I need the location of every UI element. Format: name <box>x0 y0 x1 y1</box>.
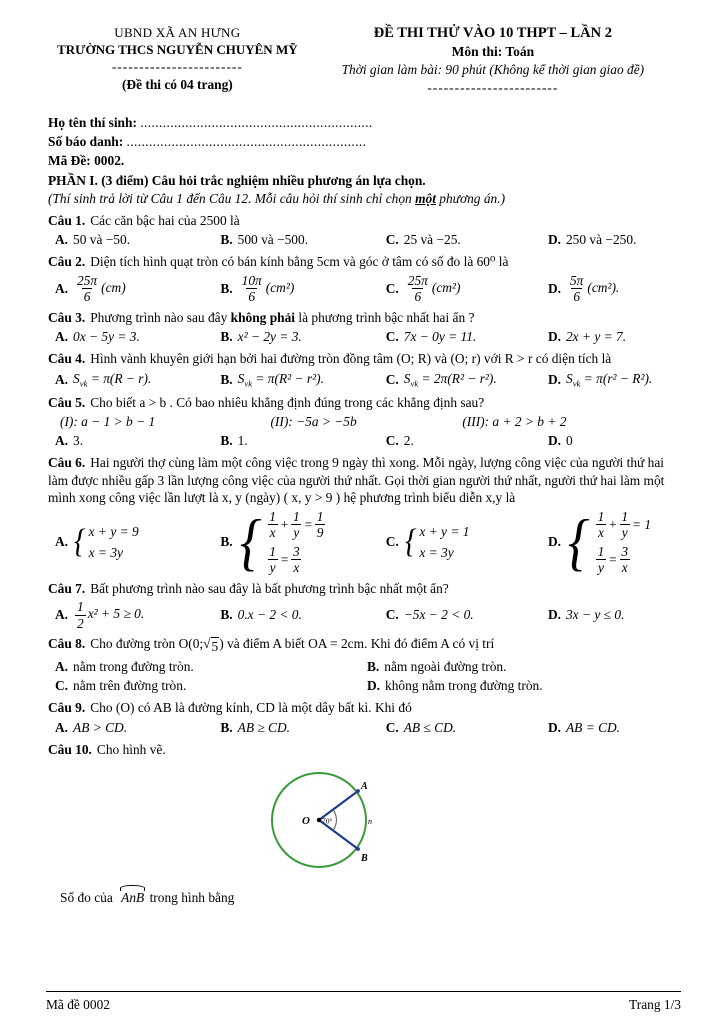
question-text <box>48 309 679 327</box>
issuer-name: UBND XÃ AN HƯNG <box>114 25 241 40</box>
options-row-1 <box>55 658 679 676</box>
option-label: D. <box>547 607 561 623</box>
question-text <box>48 454 679 507</box>
option-label: B. <box>220 329 233 345</box>
question-number: Câu 8. <box>48 636 86 652</box>
option-label: A. <box>55 719 69 735</box>
option-label: B. <box>367 658 380 674</box>
option-formula: $\frac{5\pi}{6}$ (cm²). <box>569 272 620 305</box>
question-number: Câu 3. <box>48 309 86 325</box>
option-label: B. <box>220 280 233 296</box>
option-label: B. <box>220 607 233 623</box>
part1-note-pre: (Thí sinh trả lời từ Câu 1 đến Câu 12. Mỗi câu hỏi thí sinh chỉ chọn <box>48 191 416 207</box>
option-label: B. <box>220 371 233 387</box>
option-d <box>367 677 679 695</box>
option-text: AB > CD. <box>73 719 128 735</box>
exam-header <box>48 24 679 96</box>
question-body-bold: không phải <box>230 309 296 325</box>
option-b <box>220 606 385 624</box>
option-a <box>55 523 220 561</box>
option-label: C. <box>385 329 399 345</box>
angle-value-label: 70° <box>322 816 333 826</box>
option-text: 2. <box>403 433 414 449</box>
option-text: 25 và −25. <box>403 232 461 248</box>
statement-3: (III): a + 2 > b + 2 <box>462 413 567 429</box>
option-a <box>55 273 220 305</box>
option-d <box>548 273 679 305</box>
option-formula: { x + y = 9 x = 3y <box>74 523 139 561</box>
divider-dashes: ------------------------ <box>427 79 559 95</box>
circle-diagram <box>253 762 405 880</box>
question-body: Cho biết a > b . Có bao nhiêu khẳng định đúng trong các khẳng định sau? <box>90 394 485 410</box>
footer-page-number: Trang 1/3 <box>629 997 681 1013</box>
option-formula: 0.x − 2 < 0. <box>237 607 302 623</box>
question-number: Câu 4. <box>48 351 86 366</box>
exam-title: ĐỀ THI THỬ VÀO 10 THPT – LẦN 2 <box>373 25 612 41</box>
option-label: D. <box>547 329 561 345</box>
options-row <box>55 506 679 578</box>
option-label: C. <box>55 678 69 694</box>
page-footer <box>46 991 681 1014</box>
option-d <box>548 719 679 737</box>
option-formula: { $\frac{1}{x}$ + $\frac{1}{y}$ = 1 $\frac{1}{y}$ = $\frac{3}{x}$ <box>567 506 652 578</box>
option-formula: $S_{vk} = 2\pi(R^2 - r^2)$. <box>403 370 497 389</box>
question-8 <box>48 635 679 695</box>
question-text <box>48 394 679 412</box>
question-5 <box>48 394 679 450</box>
question-text <box>48 253 679 271</box>
option-d <box>548 370 679 390</box>
options-row <box>55 432 679 450</box>
question-body: Cho hình vẽ. <box>96 741 166 757</box>
option-b <box>220 273 385 305</box>
option-d <box>548 432 679 450</box>
point-b-label: B <box>361 853 368 865</box>
option-a <box>55 432 220 450</box>
question-3 <box>48 309 679 346</box>
option-formula: $\frac{25\pi}{6}$ (cm) <box>77 272 126 305</box>
option-text: nằm ngoài đường tròn. <box>384 658 507 674</box>
option-b <box>220 432 385 450</box>
part1-heading: PHẦN I. (3 điểm) Câu hỏi trắc nghiệm nhiều phương án lựa chọn. <box>48 173 426 189</box>
student-id-blank: ................................................................ <box>126 134 367 149</box>
student-id-label: Số báo danh: <box>48 134 124 149</box>
option-b <box>220 370 385 390</box>
part1-note <box>48 190 679 208</box>
question-text <box>48 741 679 759</box>
point-a-label: A <box>361 781 368 793</box>
statement-2: (II): −5a > −5b <box>270 413 357 429</box>
pages-note: (Đề thi có 04 trang) <box>121 77 233 92</box>
option-text: AB ≥ CD. <box>237 719 290 735</box>
option-label: D. <box>547 534 561 550</box>
question-text <box>48 635 679 656</box>
option-label: D. <box>547 371 561 387</box>
question-text <box>48 580 679 598</box>
option-c <box>386 432 548 450</box>
point-a-dot <box>356 789 360 793</box>
option-formula: 3x − y ≤ 0. <box>565 607 625 623</box>
option-b <box>220 506 385 578</box>
options-row <box>55 273 679 305</box>
option-formula: $\frac{1}{2}$ x² + 5 ≥ 0. <box>77 599 145 631</box>
option-formula: { $\frac{1}{x}$ + $\frac{1}{y}$ = $\frac{1}{9}$ $\frac{1}{y}$ = $\frac{3}{x}$ <box>239 506 324 578</box>
option-text: 2x + y = 7. <box>565 329 627 345</box>
option-c <box>386 273 548 305</box>
question-number: Câu 2. <box>48 254 86 270</box>
option-a <box>55 719 220 737</box>
option-a <box>55 231 220 249</box>
question-2 <box>48 253 679 305</box>
option-label: A. <box>55 280 69 296</box>
center-label: O <box>302 815 310 828</box>
option-label: D. <box>547 719 561 735</box>
option-d <box>548 606 679 624</box>
statements-row <box>60 413 679 431</box>
question-text <box>48 212 679 230</box>
figure-caption: Số đo của AnB trong hình bằng <box>60 889 235 905</box>
student-info <box>48 114 679 169</box>
option-label: A. <box>55 371 69 387</box>
option-formula: $S_{vk} = \pi(R^2 - r^2)$. <box>237 370 324 389</box>
question-1 <box>48 212 679 249</box>
option-text: 1. <box>237 433 248 449</box>
option-label: D. <box>547 232 561 248</box>
option-c <box>386 719 548 737</box>
option-label: D. <box>547 433 561 449</box>
option-text: x² − 2y = 3. <box>237 329 302 345</box>
option-label: C. <box>385 719 399 735</box>
options-row <box>55 719 679 737</box>
option-a <box>55 658 367 676</box>
option-label: C. <box>385 607 399 623</box>
exam-subject: Môn thi: Toán <box>451 44 535 60</box>
options-row <box>55 599 679 631</box>
option-formula: $S_{vk} = \pi(r^2 - R^2)$. <box>565 370 653 389</box>
option-label: A. <box>55 433 69 449</box>
question-number: Câu 1. <box>48 212 86 228</box>
question-body: Hình vành khuyên giới hạn bởi hai đường tròn đồng tâm (O; R) và (O; r) với R > r có diện tích là <box>90 351 612 366</box>
option-text: 250 và −250. <box>565 232 637 248</box>
option-text: 50 và −50. <box>73 232 131 248</box>
point-b-dot <box>356 847 360 851</box>
option-label: A. <box>55 329 69 345</box>
option-formula: { x + y = 1 x = 3y <box>404 523 470 561</box>
option-text: AB ≤ CD. <box>403 719 457 735</box>
option-label: C. <box>385 232 399 248</box>
option-formula: $S_{vk} = \pi(R - r)$. <box>73 370 152 389</box>
student-id-row <box>48 133 679 151</box>
student-name-label: Họ tên thí sinh: <box>48 115 137 131</box>
option-label: C. <box>385 280 399 296</box>
divider-dashes: ------------------------ <box>111 59 243 75</box>
question-body: Cho (O) có AB là đường kính, CD là một dây bất kì. Khi đó <box>90 700 412 716</box>
question-number: Câu 10. <box>48 741 92 757</box>
exam-code-row <box>48 152 679 170</box>
options-row-2 <box>55 677 679 695</box>
options-row <box>55 370 679 390</box>
angle-arc-mark <box>333 810 336 831</box>
question-body: Các căn bậc hai của 2500 là <box>90 212 240 228</box>
question-number: Câu 6. <box>48 454 86 470</box>
exam-duration: Thời gian làm bài: 90 phút (Không kể thời gian giao đề) <box>341 61 645 77</box>
student-name-row <box>48 114 679 132</box>
option-c <box>386 328 548 346</box>
option-label: A. <box>55 534 69 550</box>
part1-note-emphasis: một <box>415 191 436 207</box>
part1-note-post: phương án.) <box>435 191 506 207</box>
footer-exam-code: Mã đề 0002 <box>46 997 110 1013</box>
option-a <box>55 599 220 631</box>
option-c <box>386 523 548 561</box>
option-label: D. <box>367 678 381 694</box>
question-text <box>48 350 679 368</box>
question-body: Cho đường tròn O(0; √ 5 ) và điểm A biết OA = 2cm. Khi đó điểm A có vị trí <box>90 636 495 655</box>
question-4 <box>48 350 679 390</box>
question-body: Hai người thợ cùng làm một công việc trong 9 ngày thì xong. Mỗi ngày, lượng công việc của người thứ hai làm được nhiều gấp 3 lần lượng công việc của người thứ nhất. Gọi thời gian người thứ nhất, người thứ hai làm một mình xong công việc lần lượt là x, y (ngày) ( x, y > 9 ) hệ phương trình biểu diễn x,y là <box>48 454 665 506</box>
option-d <box>547 506 679 578</box>
option-text: 7x − 0y = 11. <box>403 329 477 345</box>
option-d <box>548 328 679 346</box>
option-text: 0x − 5y = 3. <box>73 329 140 345</box>
option-label: A. <box>55 658 69 674</box>
option-text: nằm trong đường tròn. <box>73 658 194 674</box>
option-label: B. <box>220 433 233 449</box>
option-label: B. <box>220 534 233 550</box>
options-row <box>55 231 679 249</box>
option-label: C. <box>385 433 399 449</box>
option-b <box>220 328 385 346</box>
school-name: TRƯỜNG THCS NGUYỄN CHUYÊN MỸ <box>57 42 298 58</box>
option-label: D. <box>547 280 561 296</box>
issuer-block <box>48 24 307 96</box>
option-formula: $\frac{25\pi}{6}$ (cm²) <box>407 272 461 305</box>
question-6 <box>48 454 679 576</box>
question-body-post: là phương trình bậc nhất hai ẩn ? <box>295 309 475 325</box>
option-b <box>220 231 385 249</box>
option-c <box>386 606 548 624</box>
option-c <box>386 231 548 249</box>
question-number: Câu 7. <box>48 580 86 596</box>
option-text: 3. <box>73 433 84 449</box>
question-number: Câu 9. <box>48 700 86 716</box>
student-name-blank: .............................................................. <box>140 115 373 131</box>
option-label: A. <box>55 607 69 623</box>
option-text: không nằm trong đường tròn. <box>385 678 543 694</box>
question-number: Câu 5. <box>48 394 86 410</box>
option-formula: $\frac{10\pi}{6}$ (cm²) <box>241 272 295 305</box>
option-b <box>220 719 385 737</box>
option-label: B. <box>220 719 233 735</box>
question-body: Diện tích hình quạt tròn có bán kính bằng 5cm và góc ở tâm có số đo là 60⁰ là <box>90 254 509 270</box>
option-c <box>55 677 367 695</box>
option-d <box>548 231 679 249</box>
option-a <box>55 370 220 390</box>
exam-code: Mã Đề: 0002. <box>48 152 125 168</box>
option-text: 0 <box>565 433 573 449</box>
question-body: Bất phương trình nào sau đây là bất phương trình bậc nhất một ẩn? <box>90 580 449 596</box>
options-row <box>55 328 679 346</box>
question-text <box>48 699 679 717</box>
circle-figure <box>253 762 405 885</box>
option-label: C. <box>385 534 399 550</box>
question-9 <box>48 699 679 736</box>
option-c <box>386 370 548 390</box>
option-a <box>55 328 220 346</box>
option-text: AB = CD. <box>565 719 621 735</box>
statement-1: (I): a − 1 > b − 1 <box>60 413 156 429</box>
option-b <box>367 658 679 676</box>
option-label: A. <box>55 232 69 248</box>
option-label: C. <box>385 371 399 387</box>
arc-n-label: n <box>368 817 372 827</box>
option-text: 500 và −500. <box>237 232 309 248</box>
option-text: nằm trên đường tròn. <box>73 678 187 694</box>
question-7 <box>48 580 679 632</box>
option-label: B. <box>220 232 233 248</box>
exam-title-block <box>307 24 679 96</box>
center-point <box>317 818 321 822</box>
option-formula: −5x − 2 < 0. <box>403 607 474 623</box>
question-body-pre: Phương trình nào sau đây <box>90 309 231 325</box>
question-10 <box>48 741 679 907</box>
